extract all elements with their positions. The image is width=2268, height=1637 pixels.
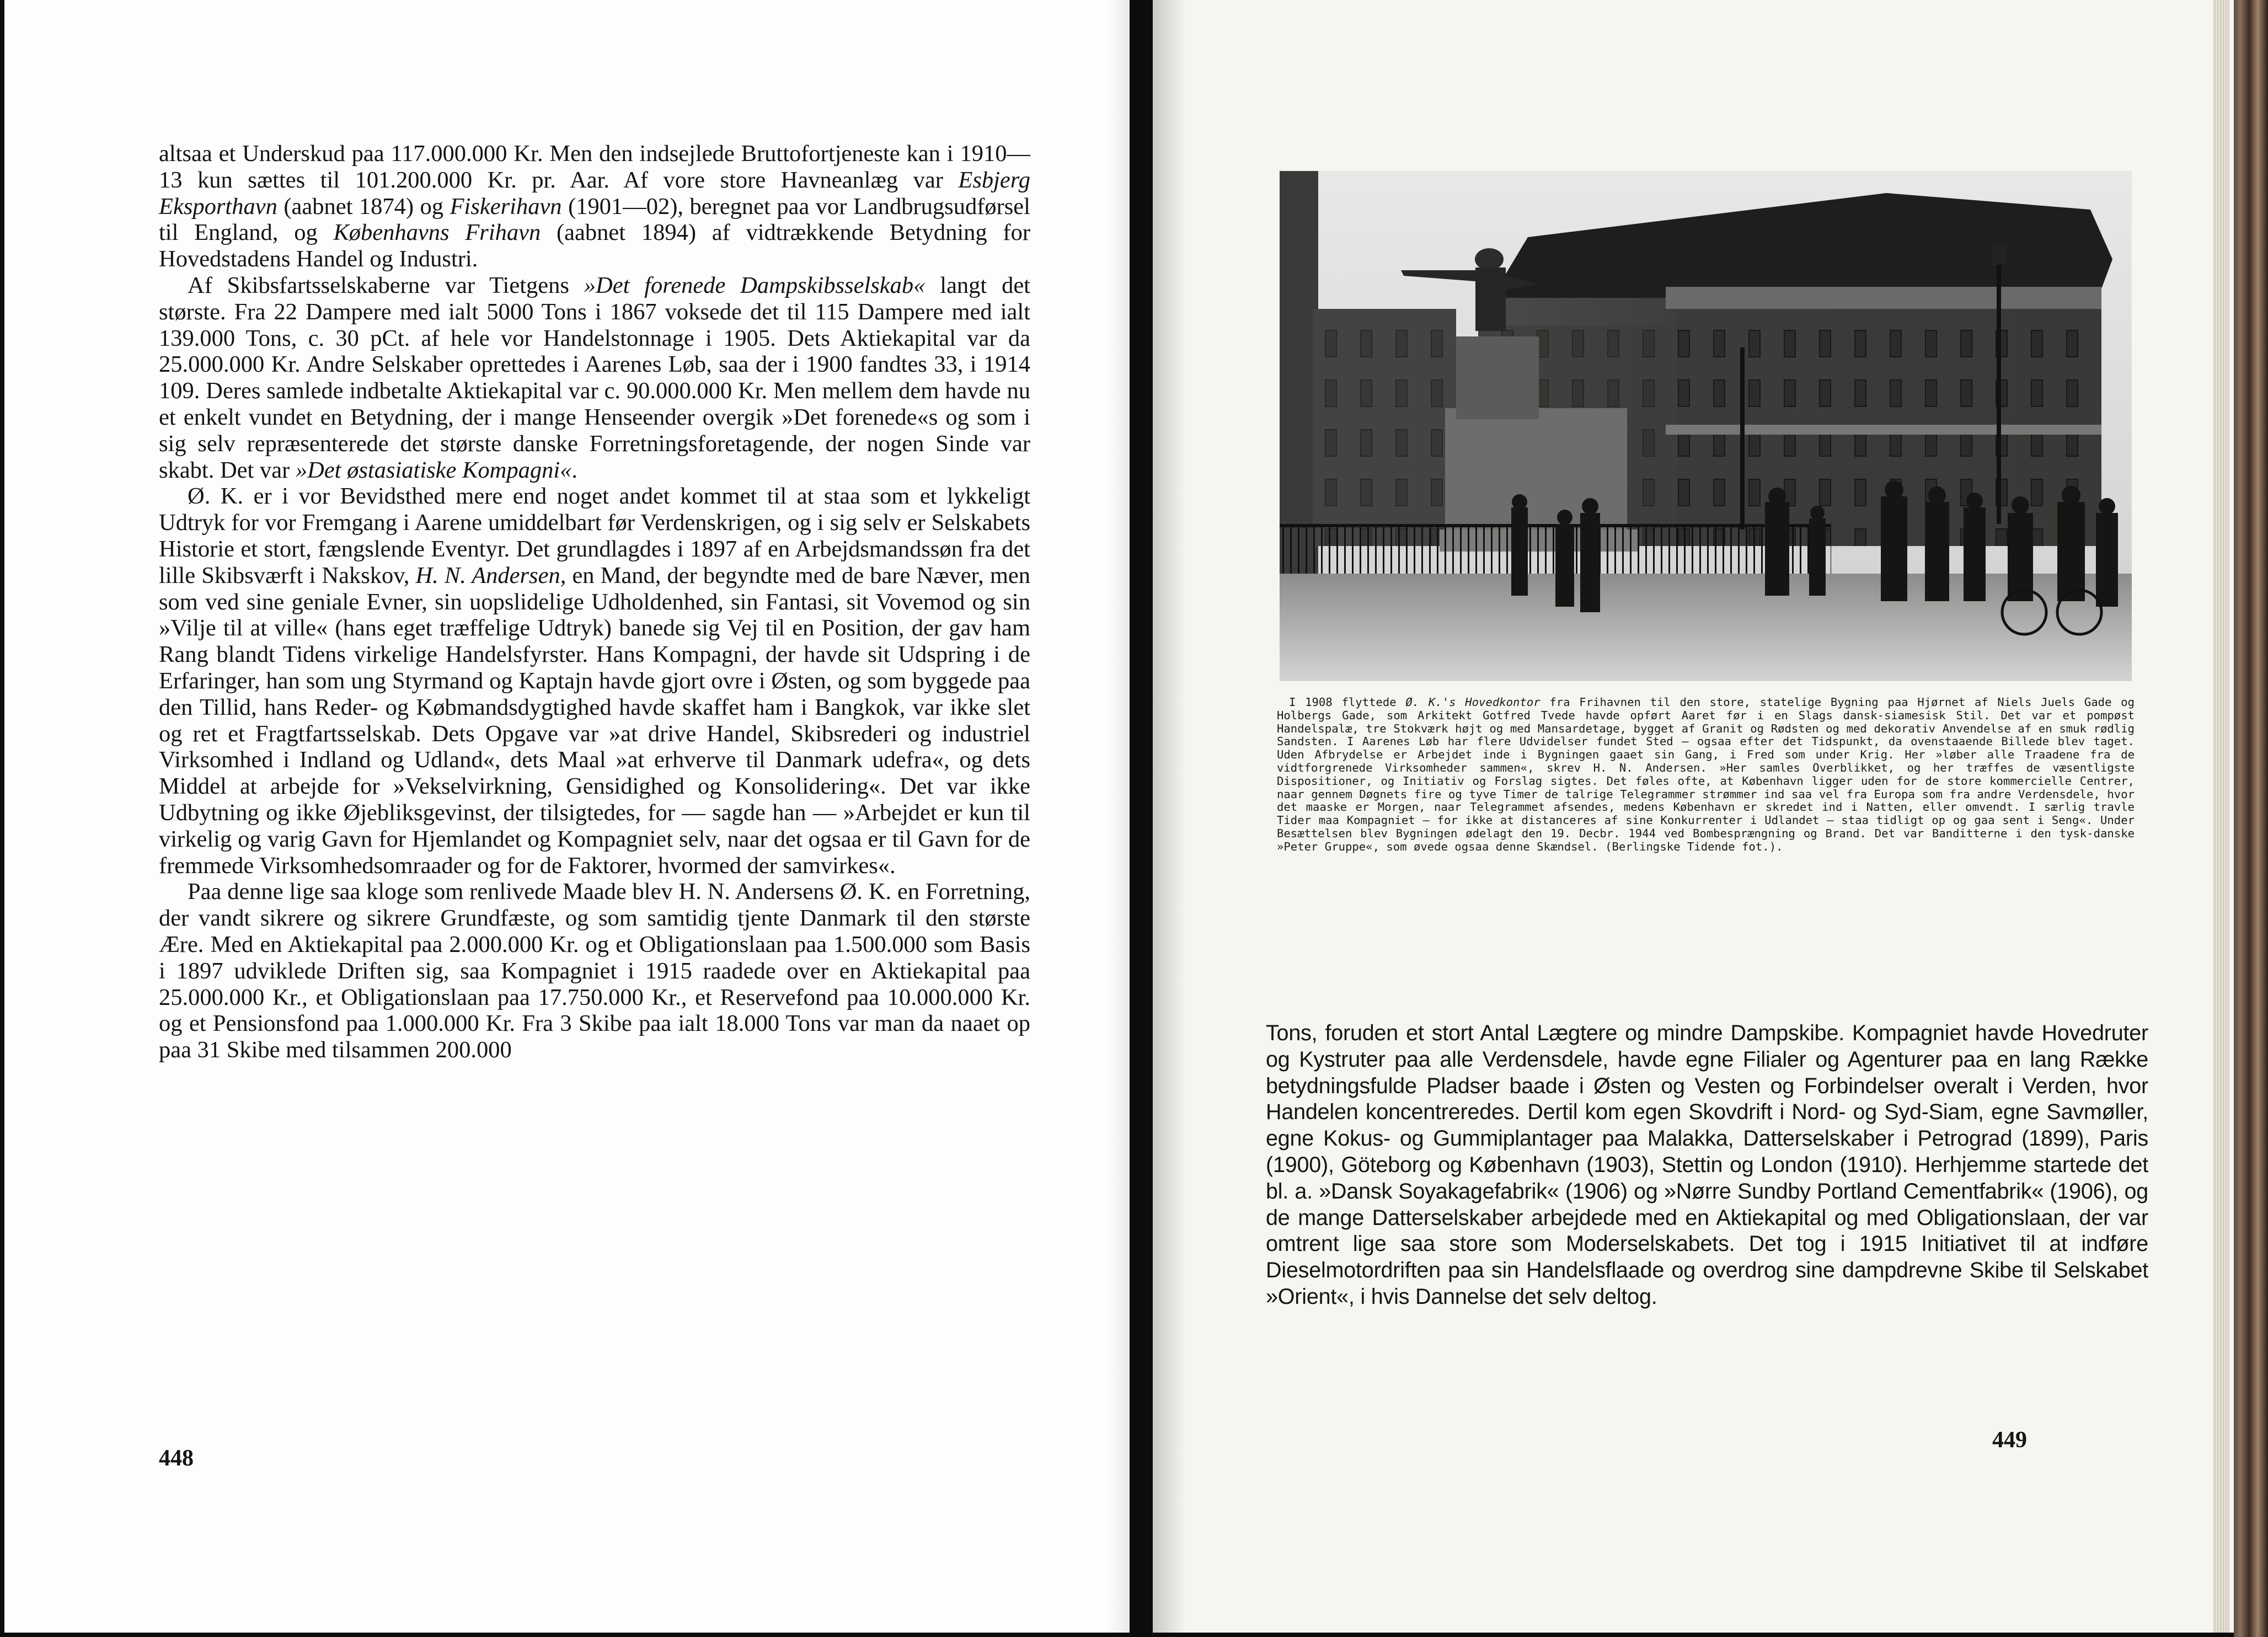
left-page-body-text — [159, 141, 1030, 1063]
italic-text: Fiskerihavn — [450, 193, 562, 220]
page-number: 449 — [1992, 1427, 2027, 1453]
photo-caption — [1277, 696, 2135, 854]
italic-text: Københavns Frihavn — [333, 220, 541, 246]
text-run: Ø. K. er i vor Bevidsthed mere end noget andet kommet til at staa som et lykkeligt Udtryk for vor Fremgang i Aarene umiddelbart før Verdenskrigen, og i sig selv er Selskabets Historie et stort, fængslende Eventyr. Det grundlagdes i 1897 af en Arbejdsmandssøn fra det lille Skibsværft i Nakskov, — [159, 483, 1030, 589]
page-edge — [2213, 0, 2229, 1633]
paragraph — [159, 272, 1030, 483]
text-run: fra Frihavnen til den store, statelige Bygning paa Hjørnet af Niels Juels Gade og Holbergs Gade, som Arkitekt Gotfred Tvede havde opført Aaret før i en Slags dansk-siamesisk Stil. Det var et pompøst Handelspalæ, tre Stokværk højt og med Mansardetage, bygget af Granit og Rødsten og med dekorativ Anvendelse af en smuk rødlig Sandsten. I Aarenes Løb har flere Udvidelser fundet Sted — ogsaa efter det Tidspunkt, da ovenstaaende Billede blev taget. Uden Afbrydelse er Arbejdet inde i Bygningen gaaet sin Gang, i Fred som under Krig. Her »løber alle Traadene fra de vidtforgrenede Virksomheder sammen«, skrev H. N. Andersen. »Her samles Overblikket, og her træffes de væsentligste Dispositioner, og Initiativ og Forslag sigtes. Det føles ofte, at København ligger uden for de store kommercielle Centrer, naar gennem Døgnets fire og tyve Timer de talrige Telegrammer strømmer ind saa vel fra Europa som fra andre Verdensdele, hvor det maaske er Morgen, naar Telegrammet afsendes, medens København er skredet ind i Natten, eller omvendt. I særlig travle Tider maa Kompagniet — for ikke at distanceres af sine Konkurrenter i Udlandet — staa tidligt op og gaa sent i Seng«. Under Besættelsen blev Bygningen ødelagt den 19. Decbr. 1944 ved Bombesprængning og Brand. Det var Banditterne i den tysk-danske »Peter Gruppe«, som øvede ogsaa denne Skændsel. (Berlingske Tidende fot.). — [1277, 696, 2135, 853]
paragraph — [1266, 1020, 2148, 1310]
left-page — [4, 0, 1130, 1633]
photo-statue — [1475, 268, 1506, 331]
paragraph — [159, 141, 1030, 272]
italic-text: »Det østasiatiske Kompagni« — [295, 457, 572, 483]
right-page-body-text — [1266, 1020, 2148, 1310]
caption-text — [1277, 696, 2135, 854]
italic-text: H. N. Andersen, — [415, 562, 566, 589]
text-run: (aabnet 1894) af vidtrækkende Betydning for Hovedstadens Handel og Industri. — [159, 220, 1030, 272]
text-run: I 1908 flyttede — [1289, 696, 1406, 709]
paragraph — [159, 879, 1030, 1063]
italic-text: Esbjerg Eksporthavn — [159, 167, 1030, 220]
italic-text: »Det forenede Dampskibsselskab« — [584, 272, 926, 298]
book-edge — [2234, 0, 2268, 1637]
text-run: langt det største. Fra 22 Dampere med ialt 5000 Tons i 1867 voksede det til 115 Dampere med ialt 139.000 Tons, c. 30 pCt. af hele vor Handelstonnage i 1905. Dets Aktiekapital var da 25.000.000 Kr. Andre Selskaber oprettedes i Aarenes Løb, saa der i 1900 fandtes 33, i 1914 109. Deres samlede indbetalte Aktiekapital var c. 90.000.000 Kr. Men mellem dem havde nu et enkelt vundet en Betydning, der i mange Henseender overgik »Det forenede«s og som i sig selv repræsenterede det største danske Forretningsforetagende, der nogen Sinde var skabt. Det var — [159, 272, 1030, 483]
right-page — [1153, 0, 2234, 1633]
text-run: Af Skibsfartsselskaberne var Tietgens — [188, 272, 584, 298]
paragraph — [159, 483, 1030, 879]
italic-text: Ø. K.'s Hovedkontor — [1405, 696, 1540, 709]
gutter-shadow — [1153, 0, 1186, 1633]
text-run: en Mand, der begyndte med de bare Næver, men som ved sine geniale Evner, sin uopslidelige Udholdenhed, sin Fantasi, sit Vovemod og sin »Vilje til at ville« (hans eget træffelige Udtryk) banede sig Vej til en Position, der gav ham Rang blandt Tidens virkelige Handelsfyrster. Hans Kompagni, der havde sit Udspring i de Erfaringer, han som ung Styrmand og Kaptajn havde gjort ovre i Østen, og som byggede paa den Tillid, hans Reder- og Købmandsdygtighed havde skaffet ham i Bangkok, var ikke slet og ret et Fragtfartsselskab. Dets Opgave var »at drive Handel, Skibsrederi og industriel Virksomhed i Indland og Udland«, dets Maal »at erhverve til Danmark udefra«, og dets Middel at arbejde for »Vekselvirkning, Gensidighed og Konsolidering«. Det var ikke Udbytning og ikke Øjebliksgevinst, der tilsigtedes, for — sagde han — »Arbejdet er kun til virkelig og varig Gavn for Hjemlandet og Kompagniet selv, naar det ogsaa er til Gavn for de fremmede Virksomhedsomraader og for de Faktorer, hvormed der samvirkes«. — [159, 562, 1031, 879]
gutter-shadow — [1108, 0, 1130, 1633]
text-run: . — [571, 457, 578, 483]
text-run: Paa denne lige saa kloge som renlivede Maade blev H. N. Andersens Ø. K. en Forretning, der vandt sikrere og sikrere Grundfæste, og som samtidig tjente Danmark til den største Ære. Med en Aktiekapital paa 2.000.000 Kr. og et Obligationslaan paa 1.500.000 som Basis i 1897 udviklede Driften sig, saa Kompagniet i 1915 raadede over en Aktiekapital paa 25.000.000 Kr., et Obligationslaan paa 17.750.000 Kr., et Reservefond paa 10.000.000 Kr. og et Pensionsfond paa 1.000.000 Kr. Fra 3 Skibe paa ialt 18.000 Tons var man da naaet op paa 31 Skibe med tilsammen 200.000 — [159, 879, 1030, 1063]
text-run: (aabnet 1874) og — [277, 193, 450, 220]
text-run: altsaa et Underskud paa 117.000.000 Kr. Men den indsejlede Bruttofortjeneste kan i 1910—13 kun sættes til 101.200.000 Kr. pr. Aar. Af vore store Havneanlæg var — [159, 141, 1030, 193]
text-run: Tons, foruden et stort Antal Lægtere og mindre Dampskibe. Kompagniet havde Hovedruter og Kystruter paa alle Verdensdele, havde egne Filialer og Agenturer paa en lang Række betydningsfulde Pladser baade i Østen og Vesten og Forbindelser overalt i Verden, hvor Handelen koncentreredes. Dertil kom egen Skovdrift i Nord- og Syd-Siam, egne Savmøller, egne Kokus- og Gummiplantager paa Malakka, Datterselskaber i Petrograd (1899), Paris (1900), Göteborg og København (1903), Stettin og London (1910). Herhjemme startede det bl. a. »Dansk Soyakagefabrik« (1906) og »Nørre Sundby Portland Cementfabrik« (1906), og de mange Datterselskaber arbejdede med en Aktiekapital og med Obligationslaan, der var omtrent lige saa store som Moderselskabets. Det tog i 1915 Initiativet til at indføre Dieselmotordriften paa sin Handelsflaade og overdrog sine dampdrevne Skibe til Selskabet »Orient«, i hvis Dannelse det selv deltog. — [1266, 1021, 2148, 1309]
photograph — [1280, 171, 2132, 681]
page-number: 448 — [159, 1446, 194, 1471]
text-run: (1901—02), beregnet paa vor Landbrugsudførsel til England, og — [159, 193, 1030, 246]
photo-street — [1280, 574, 2132, 681]
